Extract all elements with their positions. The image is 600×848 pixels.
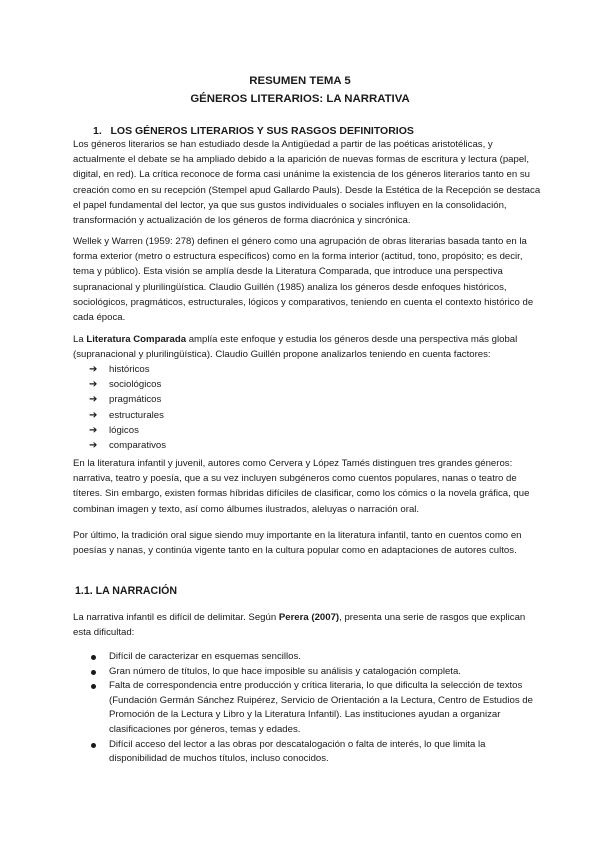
list-item bbox=[89, 392, 166, 407]
list-item-label: Difícil de caracterizar en esquemas sencillos. bbox=[109, 651, 301, 662]
document-title: RESUMEN TEMA 5 bbox=[249, 75, 351, 87]
bullet-icon bbox=[91, 743, 96, 748]
document-subtitle: GÉNEROS LITERARIOS: LA NARRATIVA bbox=[190, 93, 410, 105]
bullet-icon bbox=[91, 670, 96, 675]
arrow-icon: ➔ bbox=[89, 394, 98, 406]
paragraph-6-prefix: La narrativa infantil es difícil de delimitar. Según bbox=[73, 612, 279, 623]
list-item bbox=[89, 665, 541, 680]
list-item-label: estructurales bbox=[109, 409, 164, 421]
list-item bbox=[89, 650, 541, 665]
arrow-icon: ➔ bbox=[89, 379, 98, 391]
list-item-label: pragmáticos bbox=[109, 394, 162, 406]
paragraph-3 bbox=[73, 332, 543, 362]
list-item-label: Difícil acceso del lector a las obras por descatalogación o falta de interés, lo que limita la disponibilidad de muchos títulos, incluso conocidos. bbox=[109, 738, 486, 765]
list-item-label: comparativos bbox=[109, 440, 167, 452]
list-item-label: sociológicos bbox=[109, 379, 162, 391]
paragraph-2: Wellek y Warren (1959: 278) definen el género como una agrupación de obras literarias basada tanto en la forma exterior (metro o estructura específicos) como en la forma interior (actitud, tono, propósito; es decir, tema y público). Esta visión se amplía desde la Literatura Comparada, que introduce una perspectiva supranacional y plurilingüística. Claudio Guillén (1985) analiza los géneros desde enfoques históricos, sociológicos, pragmáticos, estructurales, lógicos y comparativos, teniendo en cuenta el contexto histórico de cada época. bbox=[73, 236, 534, 324]
paragraph-3-suffix: amplía este enfoque y estudia los géneros desde una perspectiva más global (supranacional y plurilingüística). Claudio Guillén propone analizarlos teniendo en cuenta factores: bbox=[73, 334, 518, 361]
list-item bbox=[89, 408, 166, 423]
paragraph-4: En la literatura infantil y juvenil, autores como Cervera y López Tamés distinguen tres grandes géneros: narrativa, teatro y poesía, que a su vez incluyen subgéneros como cuentos populares, nanas o teatro de títeres. Sin embargo, existen formas híbridas difíciles de clasificar, como los cómics o la novela gráfica, que combinan imagen y texto, así como álbumes ilustrados, aleluyas o narración oral. bbox=[73, 458, 530, 515]
section-heading-1-1: 1.1. LA NARRACIÓN bbox=[75, 585, 178, 597]
list-item bbox=[89, 362, 166, 377]
list-item-label: Gran número de títulos, lo que hace imposible su análisis y catalogación completa. bbox=[109, 665, 461, 677]
bullet-icon bbox=[91, 684, 96, 689]
arrow-icon: ➔ bbox=[89, 364, 98, 375]
list-item-label: históricos bbox=[109, 364, 150, 375]
list-item bbox=[89, 438, 166, 453]
list-item bbox=[89, 679, 541, 737]
arrow-icon: ➔ bbox=[89, 440, 98, 452]
list-item-label: Falta de correspondencia entre producción y crítica literaria, lo que dificulta la selección de textos (Fundación Germán Sánchez Ruipérez, Servicio de Orientación a la Lectura, Centro de Estudios de Promoción de la Lectura y Libro y la Literatura Infantil). Las instituciones ayudan a organizar clasificaciones por géneros, temas y edades. bbox=[109, 680, 533, 735]
paragraph-5: Por último, la tradición oral sigue siendo muy importante en la literatura infantil, tanto en cuentos como en poesías y nanas, y continúa vigente tanto en la cultura popular como en adaptaciones de autores cultos. bbox=[73, 530, 522, 557]
section-heading-1: 1. LOS GÉNEROS LITERARIOS Y SUS RASGOS DEFINITORIOS bbox=[93, 125, 414, 137]
factors-list bbox=[89, 362, 166, 453]
paragraph-1: Los géneros literarios se han estudiado desde la Antigüedad a partir de las poéticas aristotélicas, y actualmente el debate se ha ampliado debido a la aparición de nuevas formas de escritura y lectura (papel, digital, en red). La crítica reconoce de forma casi unánime la existencia de los géneros literarios tanto en su creación como en su recepción (Stempel apud Gallardo Pauls). Desde la Estética de la Recepción se destaca el papel fundamental del lector, ya que sus gustos individuales o sociales influyen en la consolidación, transformación y actualización de los géneros de forma diacrónica y sincrónica. bbox=[73, 139, 541, 227]
arrow-icon: ➔ bbox=[89, 424, 98, 436]
perera-bold: Perera (2007) bbox=[278, 612, 340, 623]
literatura-comparada-bold: Literatura Comparada bbox=[86, 334, 187, 345]
paragraph-3-prefix: La bbox=[73, 334, 87, 345]
list-item-label: lógicos bbox=[109, 424, 139, 436]
list-item bbox=[89, 423, 166, 438]
narrative-traits-list bbox=[89, 650, 541, 767]
arrow-icon: ➔ bbox=[89, 409, 98, 421]
list-item bbox=[89, 738, 541, 767]
paragraph-6-suffix: , presenta una serie de rasgos que explican esta dificultad: bbox=[73, 612, 526, 639]
paragraph-6 bbox=[73, 610, 543, 640]
list-item bbox=[89, 377, 166, 392]
bullet-icon bbox=[91, 655, 96, 660]
